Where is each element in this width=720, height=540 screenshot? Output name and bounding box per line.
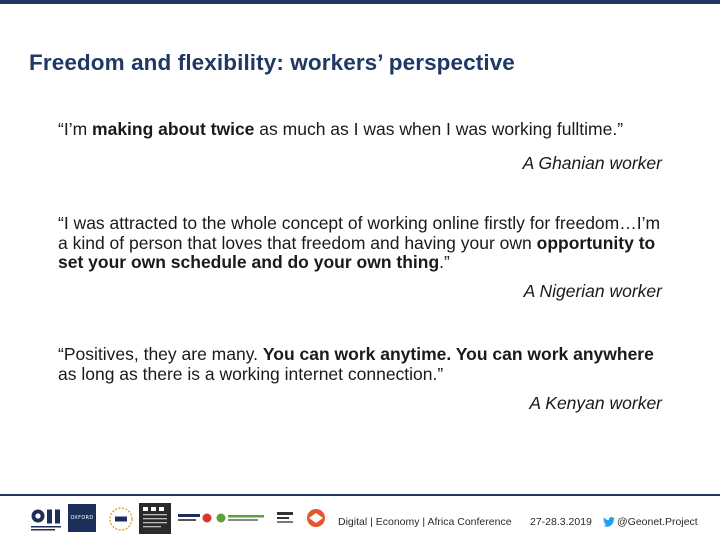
oxford-logo: OXFORD bbox=[68, 504, 96, 532]
quote-segment: as long as there is a working internet connection.” bbox=[58, 363, 444, 384]
quote-block-ghana bbox=[58, 120, 668, 174]
conference-dates: 27-28.3.2019 bbox=[530, 516, 592, 528]
quote-segment: “I was attracted to the whole concept of working online firstly for freedom…I’m a kind of person that loves that freedom and having your own bbox=[58, 213, 661, 253]
partner-logo bbox=[302, 508, 330, 528]
footer bbox=[0, 496, 720, 540]
twitter-icon bbox=[603, 517, 615, 527]
erc-logo bbox=[107, 506, 135, 532]
slide-title: Freedom and flexibility: workers’ perspective bbox=[29, 50, 515, 75]
partner-logo bbox=[216, 512, 266, 524]
quote-segment: “I’m bbox=[58, 119, 93, 139]
top-divider bbox=[0, 0, 720, 4]
quote-emphasis: You can work anytime. You can work anywhere bbox=[262, 344, 654, 364]
conference-name: Digital | Economy | Africa Conference bbox=[338, 516, 512, 528]
quote-block-kenya bbox=[58, 345, 668, 414]
partner-logo bbox=[275, 510, 295, 526]
quote-block-nigeria bbox=[58, 214, 668, 302]
quote-segment: as much as I was when I was working fulltime.” bbox=[254, 119, 624, 139]
lse-logo bbox=[139, 503, 171, 534]
quote-attribution: A Nigerian worker bbox=[523, 280, 662, 301]
quote-segment: .” bbox=[439, 252, 450, 272]
quote-attribution: A Ghanian worker bbox=[522, 152, 662, 173]
quote-text bbox=[58, 345, 668, 384]
quote-text bbox=[58, 214, 668, 273]
quote-segment: “Positives, they are many. bbox=[58, 344, 263, 364]
quote-attribution: A Kenyan worker bbox=[529, 393, 662, 413]
quote-emphasis: making about twice bbox=[92, 119, 255, 139]
twitter-handle[interactable]: @Geonet.Project bbox=[617, 516, 698, 528]
quote-text bbox=[58, 120, 668, 140]
partner-logo bbox=[178, 511, 213, 525]
quote-emphasis: opportunity to set your own schedule and do your own thing bbox=[58, 232, 656, 272]
